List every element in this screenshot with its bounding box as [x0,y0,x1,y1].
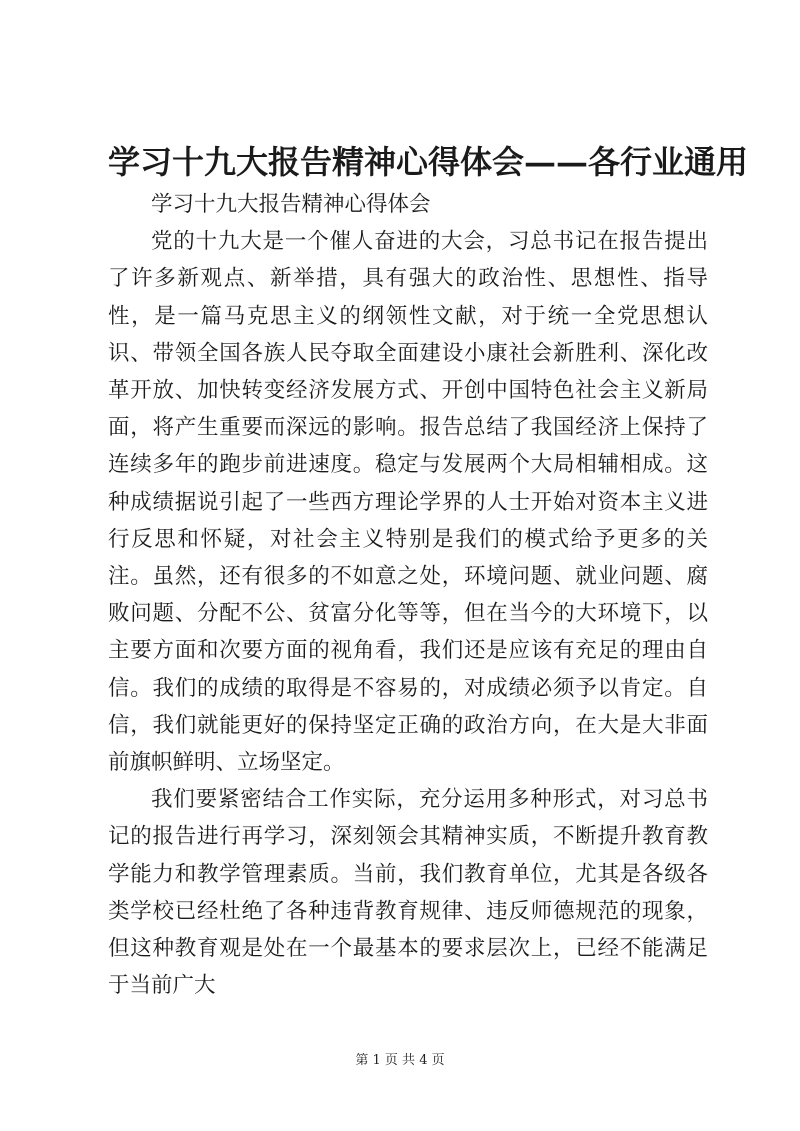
document-subtitle: 学习十九大报告精神心得体会 [151,192,431,217]
paragraph-1: 党的十九大是一个催人奋进的大会，习总书记在报告提出了许多新观点、新举措，具有强大的政治性、思想性、指导性，是一篇马克思主义的纲领性文献，对于统一全党思想认识、带领全国各族人民夺取全面建设小康社会新胜利、深化改革开放、加快转变经济发展方式、开创中国特色社会主义新局面，将产生重要而深远的影响。报告总结了我国经济上保持了连续多年的跑步前进速度。稳定与发展两个大局相辅相成。这种成绩据说引起了一些西方理论学界的人士开始对资本主义进行反思和怀疑，对社会主义特别是我们的模式给予更多的关注。虽然，还有很多的不如意之处，环境问题、就业问题、腐败问题、分配不公、贫富分化等等，但在当今的大环境下，以主要方面和次要方面的视角看，我们还是应该有充足的理由自信。我们的成绩的取得是不容易的，对成绩必须予以肯定。自信，我们就能更好的保持坚定正确的政治方向，在大是大非面前旗帜鲜明、立场坚定。 [108,229,708,776]
document-body [108,186,708,1004]
page-footer: 第 1 页 共 4 页 [355,1053,445,1068]
document-title: 学习十九大报告精神心得体会——各行业通用 [108,143,749,181]
paragraph-2: 我们要紧密结合工作实际，充分运用多种形式，对习总书记的报告进行再学习，深刻领会其精神实质，不断提升教育教学能力和教学管理素质。当前，我们教育单位，尤其是各级各类学校已经杜绝了各种违背教育规律、违反师德规范的现象，但这种教育观是处在一个最基本的要求层次上，已经不能满足于当前广大 [108,787,708,999]
